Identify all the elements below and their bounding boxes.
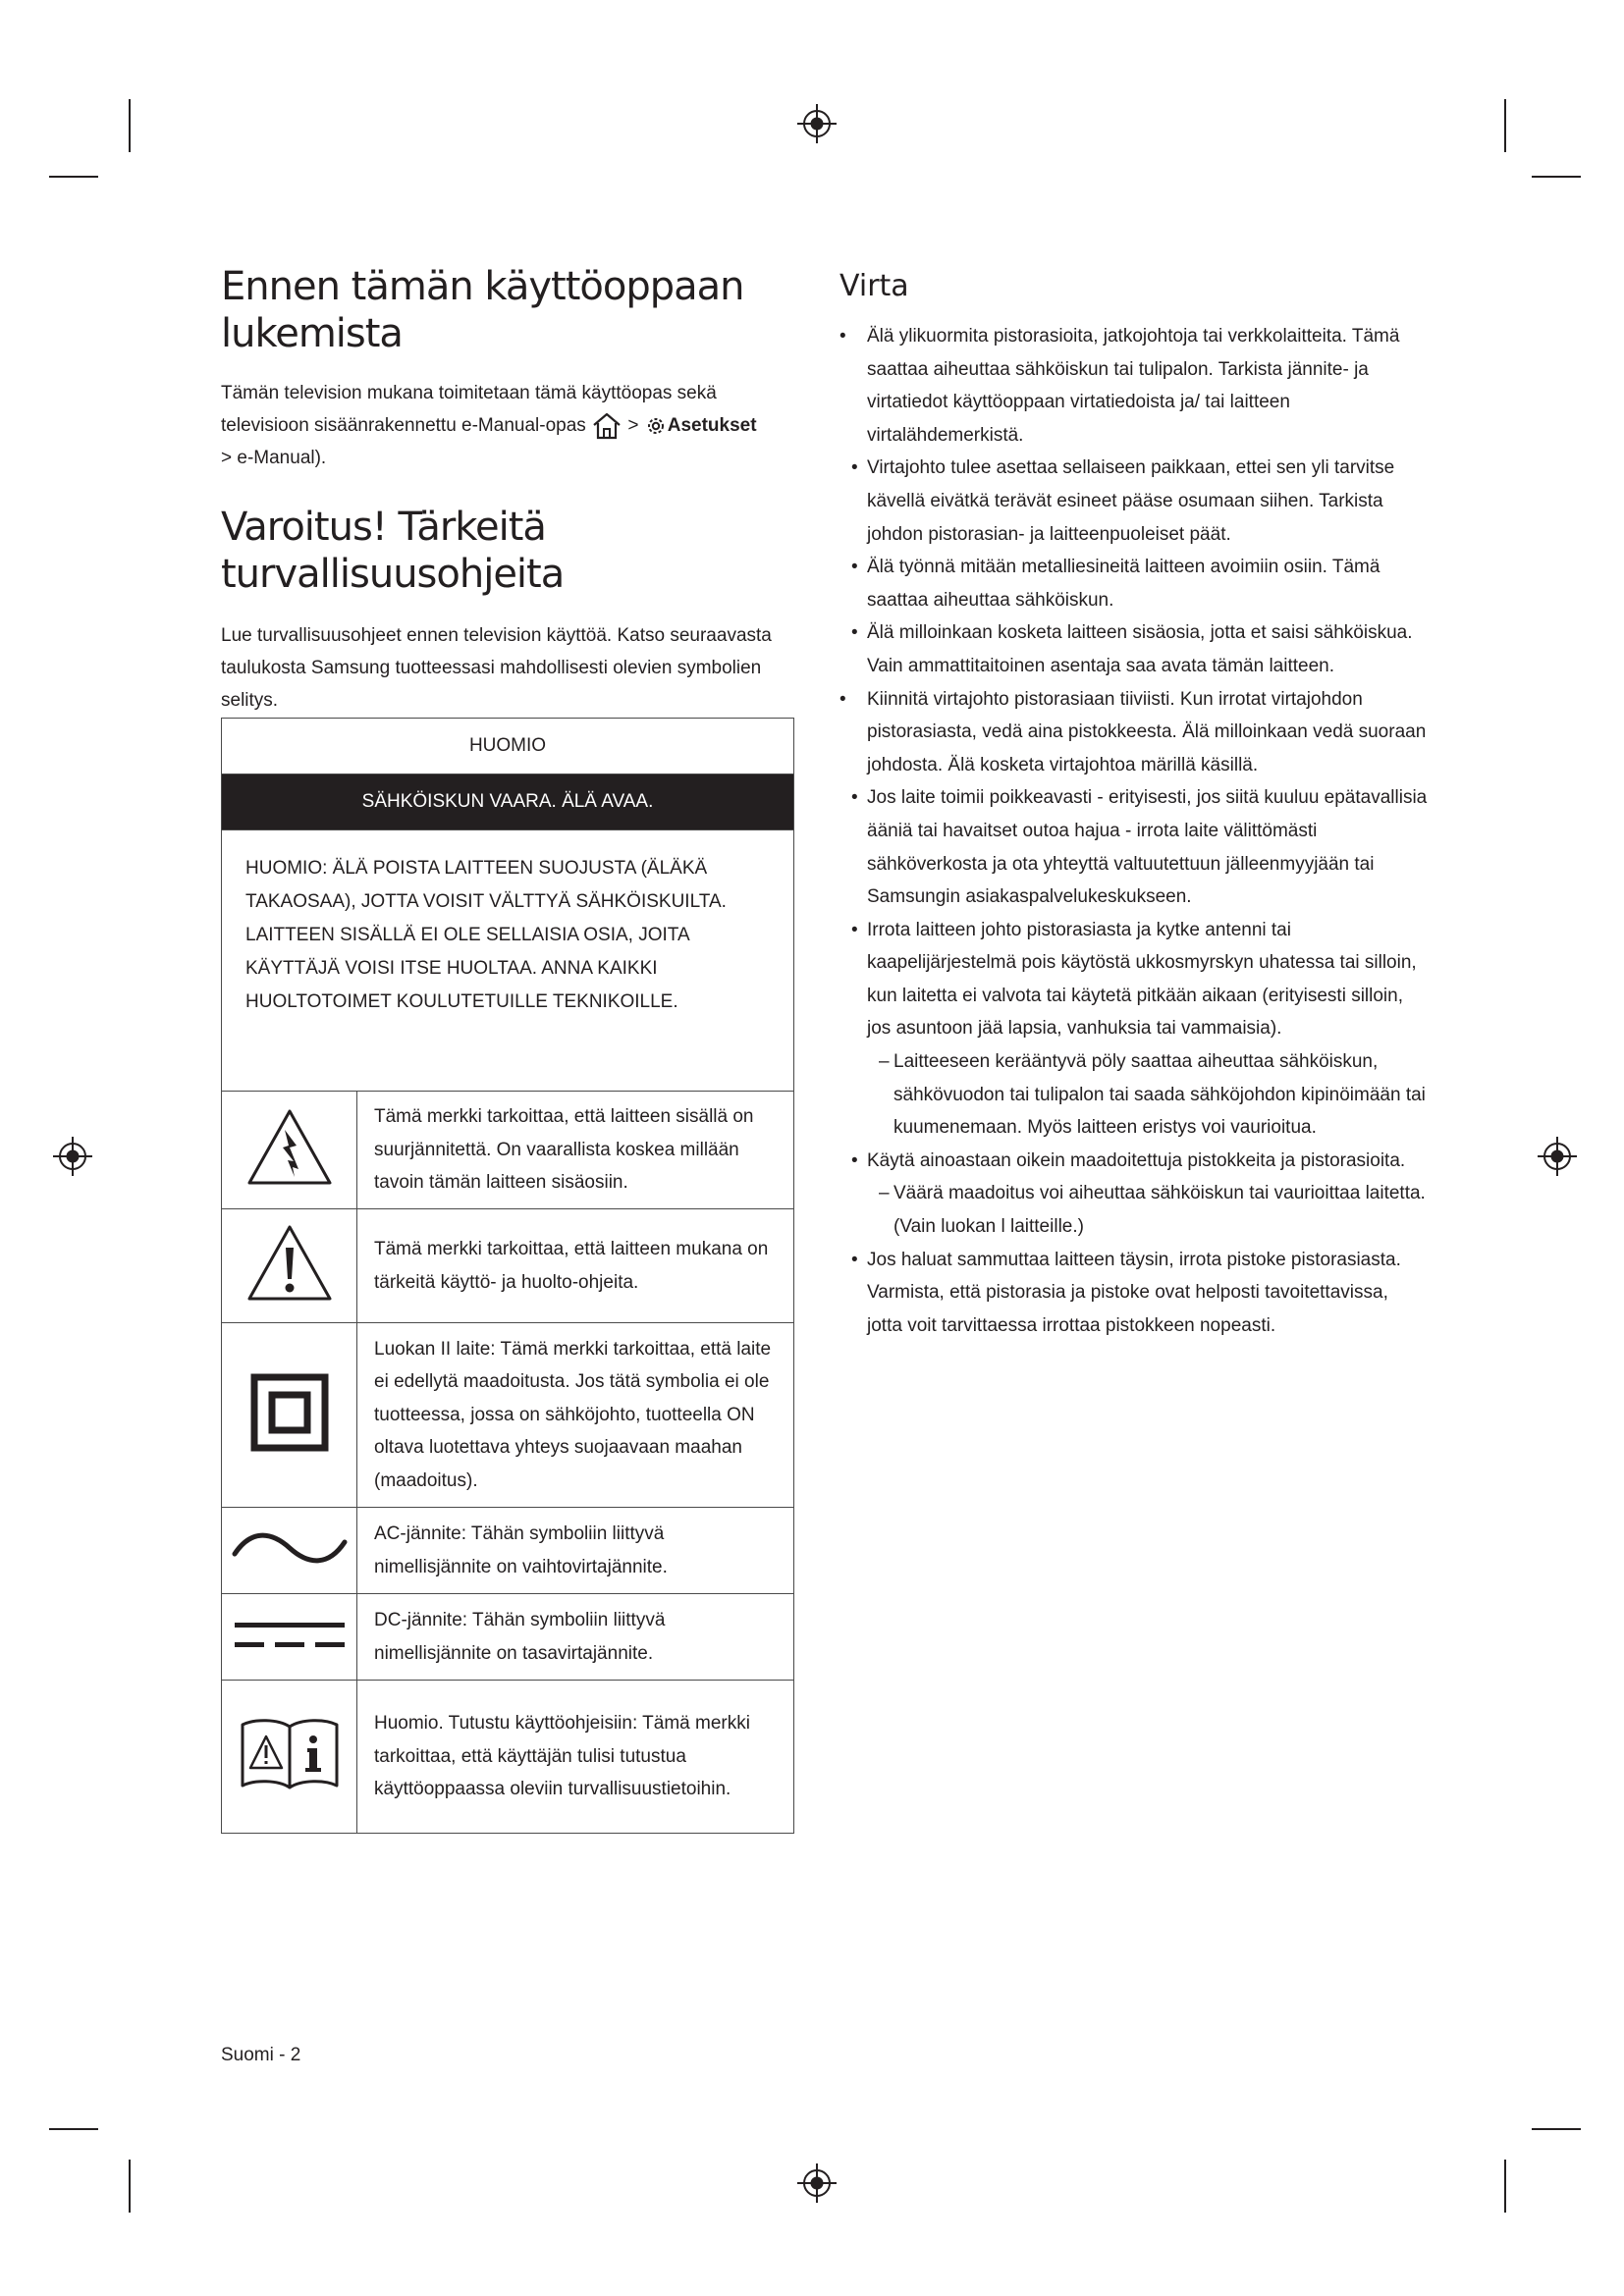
registration-mark-icon [1538,1137,1577,1176]
subitem-text: Väärä maadoitus voi aiheuttaa sähköiskun tai vaurioittaa laitetta. (Vain luokan l laitteille.) [893,1183,1426,1238]
table-row [222,1508,794,1594]
warning-title: Varoitus! Tärkeitä turvallisuusohjeita [221,505,565,597]
page-title: Ennen tämän käyttöoppaan lukemista [221,264,744,356]
breadcrumb-sep: > [221,448,233,468]
list-item: • Jos haluat sammuttaa laitteen täysin, irrota pistoke pistorasiasta. Varmista, että pistorasia ja pistoke ovat helposti tavoitettavissa, jotta voit tarvittaessa irrottaa pistokkeen nopeasti. [839,1244,1429,1343]
breadcrumb-sep: > [627,415,639,436]
right-column [839,263,1429,1342]
list-item: • Kiinnitä virtajohto pistorasiaan tiiviisti. Kun irrotat virtajohdon pistorasiasta, vedä aina pistokkeesta. Älä milloinkaan vedä suoraan johdosta. Älä kosketa virtajohtoa märillä käsillä. [839,683,1429,782]
subitem-text: Laitteeseen kerääntyvä pöly saattaa aiheuttaa sähköiskun, sähkövuodon tai tulipalon tai saada sähköjohdon kipinöimään tai kuumenemaan. Myös laitteen eristys voi vaurioitua. [893,1051,1426,1139]
gear-icon [644,414,668,438]
table-row [222,1209,794,1323]
crop-mark-top-right-h [1532,176,1581,178]
left-column [221,263,795,717]
ac-wave-icon [231,1526,349,1570]
crop-mark-bottom-right-h [1532,2128,1581,2130]
table-row [222,1092,794,1209]
crop-mark-bottom-right [1504,2160,1506,2213]
table-header: HUOMIO [222,719,794,774]
symbol-description: Luokan II laite: Tämä merkki tarkoittaa, että laite ei edellytä maadoitusta. Jos tätä symbolia ei ole tuotteessa, jossa on sähköjohto, tuotteella ON oltava luotettava yhteys suojaavaan maahan (maadoitus). [357,1323,794,1508]
crop-mark-bottom-left [129,2160,131,2213]
symbol-description: Tämä merkki tarkoittaa, että laitteen sisällä on suurjännitettä. On vaarallista koskea millään tavoin tämän laitteen sisäosiin. [357,1092,794,1209]
list-item: • Käytä ainoastaan oikein maadoitettuja pistokkeita ja pistorasioita. [839,1145,1429,1178]
registration-mark-icon [797,2163,837,2203]
page-footer: Suomi - 2 [221,2045,301,2065]
symbol-description: Huomio. Tutustu käyttöohjeisiin: Tämä merkki tarkoittaa, että käyttäjän tulisi tutustua käyttöoppaassa oleviin turvallisuustietoihin. [357,1681,794,1834]
symbol-table [221,718,794,1834]
list-item: • Virtajohto tulee asettaa sellaiseen paikkaan, ettei sen yli tarvitse kävellä eivätkä terävät esineet pääse osumaan siihen. Tarkista johdon pistorasian- ja laitteenpuoleiset päät. [839,452,1429,551]
dash-marker: – [879,1183,890,1204]
registration-mark-icon [797,104,837,143]
intro-paragraph [221,377,795,474]
class-ii-square-icon [250,1373,329,1452]
list-item: • Älä milloinkaan kosketa laitteen sisäosia, jotta et saisi sähköiskua. Vain ammattitaitoinen asentaja saa avata tämän laitteen. [839,616,1429,682]
danger-banner: SÄHKÖISKUN VAARA. ÄLÄ AVAA. [222,774,794,830]
table-row [222,1323,794,1508]
home-icon [591,411,623,441]
crop-mark-top-left-h [49,176,98,178]
table-row [222,1594,794,1681]
symbol-description: DC-jännite: Tähän symboliin liittyvä nimellisjännite on tasavirtajännite. [357,1594,794,1681]
caution-text: HUOMIO: ÄLÄ POISTA LAITTEEN SUOJUSTA (ÄLÄKÄ TAKAOSAA), JOTTA VOISIT VÄLTTYÄ SÄHKÖISKUILTA. LAITTEEN SISÄLLÄ EI OLE SELLAISIA OSIA, JOITA KÄYTTÄJÄ VOISI ITSE HUOLTAA. ANNA KAIKKI HUOLTOTOIMET KOULUTETUILLE TEKNIKOILLE. [222,830,794,1092]
list-item: • Irrota laitteen johto pistorasiasta ja kytke antenni tai kaapelijärjestelmä pois käytöstä ukkosmyrskyn uhatessa tai silloin, kun laitetta ei valvota tai käytetä pitkään aikaan (erityisesti silloin, jos asuntoon jää lapsia, vanhuksia tai vammaisia). [839,914,1429,1045]
symbol-description: Tämä merkki tarkoittaa, että laitteen mukana on tärkeitä käyttö- ja huolto-ohjeita. [357,1209,794,1323]
intro-end: ). [314,448,327,468]
dc-lines-icon [231,1613,349,1656]
list-item: • Jos laite toimii poikkeavasti - erityisesti, jos siitä kuuluu epätavallisia ääniä tai havaitset outoa hajua - irrota laite välittömästi sähköverkosta ja ota yhteyttä valtuutettuun jälleenmyyjään tai Samsungin asiakaspalvelukeskukseen. [839,781,1429,913]
safety-intro: Lue turvallisuusohjeet ennen television käyttöä. Katso seuraavasta taulukosta Samsung tuotteessasi mahdollisesti olevien symbolien selitys. [221,625,772,711]
intro-text: Tämän television mukana toimitetaan tämä käyttöopas sekä televisioon sisäänrakennettu e-Manual-opas [221,383,717,436]
section-title-virta: Virta [839,269,909,303]
crop-mark-bottom-left-h [49,2128,98,2130]
manual-book-icon [239,1713,341,1795]
list-item: • Älä ylikuormita pistorasioita, jatkojohtoja tai verkkolaitteita. Tämä saattaa aiheuttaa sähköiskun tai tulipalon. Tarkista jännite- ja virtatiedot käyttöoppaan virtatiedoista ja/ tai laitteen virtalähdemerkistä. [839,320,1429,452]
symbol-description: AC-jännite: Tähän symboliin liittyvä nimellisjännite on vaihtovirtajännite. [357,1508,794,1594]
settings-label: Asetukset [667,415,757,436]
list-item: • Älä työnnä mitään metalliesineitä laitteen avoimiin osiin. Tämä saattaa aiheuttaa sähköiskun. [839,551,1429,616]
list-subitem [839,1177,1429,1243]
emanual-label: e-Manual [237,448,315,468]
dash-marker: – [879,1051,890,1073]
crop-mark-top-right [1504,99,1506,152]
exclamation-triangle-icon [245,1222,334,1305]
table-row [222,1681,794,1834]
safety-list [839,320,1429,1342]
lightning-triangle-icon [245,1106,334,1189]
registration-mark-icon [53,1137,92,1176]
crop-mark-top-left [129,99,131,152]
list-subitem [839,1045,1429,1145]
